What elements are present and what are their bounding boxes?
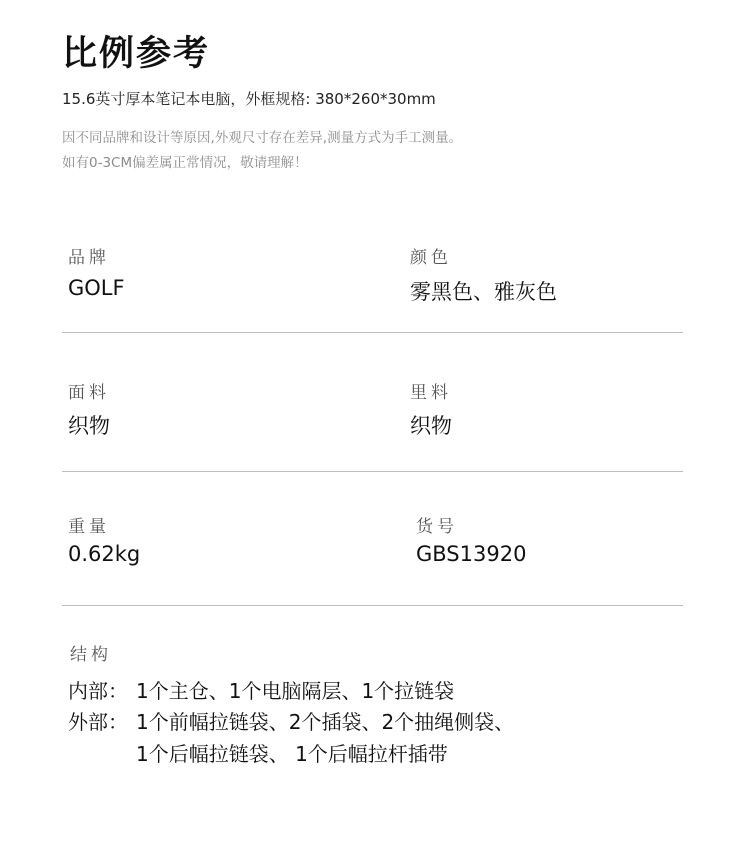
divider [62, 605, 683, 606]
outer-material-label: 面料 [68, 383, 110, 403]
weight-value: 0.62kg [68, 542, 141, 566]
outer-structure-line2: 1个后幅拉链袋、 1个后幅拉杆插带 [136, 742, 448, 766]
measurement-note: 因不同品牌和设计等原因,外观尺寸存在差异,测量方式为手工测量。 [62, 130, 463, 146]
lining-value: 织物 [410, 414, 452, 438]
inner-structure-value: 1个主仓、1个电脑隔层、1个拉链袋 [136, 679, 455, 703]
weight-label: 重量 [68, 517, 110, 537]
color-value: 雾黑色、雅灰色 [410, 280, 557, 304]
item-number-label: 货号 [416, 517, 458, 537]
brand-value: GOLF [68, 276, 125, 300]
inner-structure-label: 内部： [68, 679, 128, 703]
item-number-value: GBS13920 [416, 542, 527, 566]
outer-material-value: 织物 [68, 414, 110, 438]
divider [62, 332, 683, 333]
divider [62, 471, 683, 472]
page-title: 比例参考 [62, 34, 211, 74]
tolerance-note: 如有0-3CM偏差属正常情况，敬请理解！ [62, 155, 308, 171]
outer-structure-line1: 1个前幅拉链袋、2个插袋、2个抽绳侧袋、 [136, 710, 515, 734]
lining-label: 里料 [410, 383, 452, 403]
laptop-size-text: 15.6英寸厚本笔记本电脑，外框规格: 380*260*30mm [62, 90, 436, 108]
brand-label: 品牌 [68, 248, 110, 268]
color-label: 颜色 [410, 248, 452, 268]
structure-label: 结构 [70, 645, 112, 665]
outer-structure-label: 外部： [68, 710, 128, 734]
